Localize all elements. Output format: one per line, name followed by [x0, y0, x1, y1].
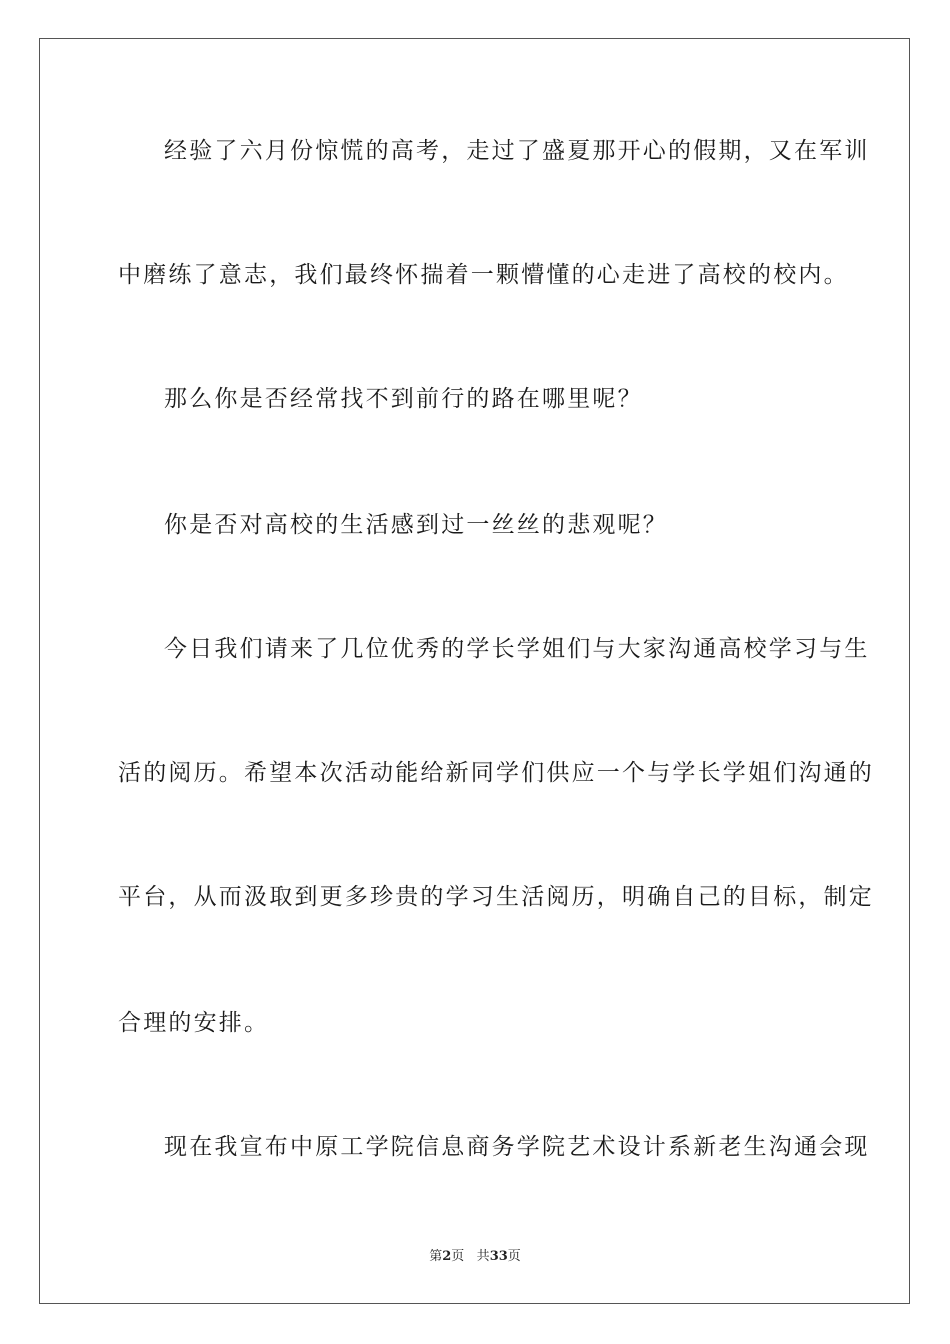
footer-page-number: 2: [442, 1249, 452, 1264]
footer-total-pages: 33: [489, 1249, 508, 1264]
footer-page-suffix: 页: [451, 1249, 465, 1264]
page-border: [39, 38, 910, 1304]
paragraph-4-line-4: 合理的安排。: [118, 1010, 270, 1036]
paragraph-5-line-1: 现在我宣布中原工学院信息商务学院艺术设计系新老生沟通会现: [164, 1134, 870, 1160]
paragraph-2: 那么你是否经常找不到前行的路在哪里呢？: [164, 386, 643, 412]
paragraph-4-line-3: 平台，从而汲取到更多珍贵的学习生活阅历，明确自己的目标，制定: [118, 884, 874, 910]
paragraph-1-line-1: 经验了六月份惊慌的高考，走过了盛夏那开心的假期，又在军训: [164, 138, 870, 164]
page-footer: [0, 1248, 950, 1266]
paragraph-4-line-1: 今日我们请来了几位优秀的学长学姐们与大家沟通高校学习与生: [164, 636, 870, 662]
paragraph-1-line-2: 中磨练了意志，我们最终怀揣着一颗懵懂的心走进了高校的校内。: [118, 262, 849, 288]
footer-total-suffix: 页: [507, 1249, 521, 1264]
footer-total-prefix: 共: [476, 1249, 490, 1264]
footer-page-prefix: 第: [429, 1249, 443, 1264]
paragraph-3: 你是否对高校的生活感到过一丝丝的悲观呢？: [164, 512, 668, 538]
paragraph-4-line-2: 活的阅历。希望本次活动能给新同学们供应一个与学长学姐们沟通的: [118, 760, 874, 786]
